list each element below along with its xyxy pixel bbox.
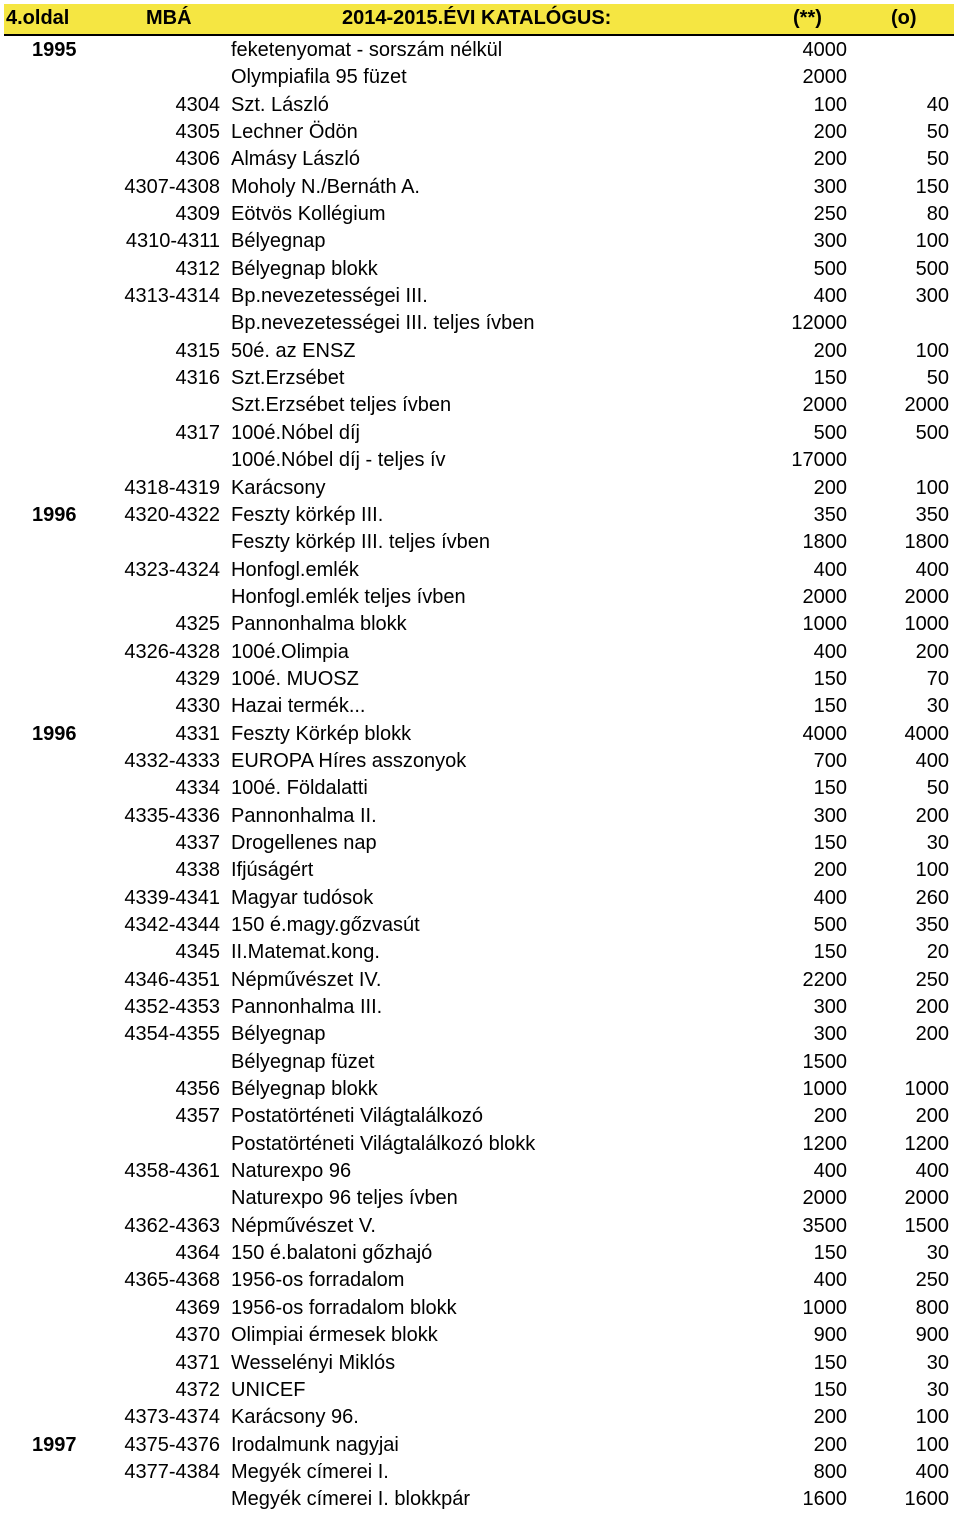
table-row [0, 747, 960, 774]
row-stamp-name: Wesselényi Miklós [231, 1351, 396, 1374]
row-mint-price: 250 [813, 203, 847, 226]
row-stamp-name: 1956-os forradalom [231, 1269, 405, 1292]
row-stamp-name: Honfogl.emlék teljes ívben [231, 585, 466, 608]
row-mint-price: 1500 [802, 1050, 847, 1073]
row-used-price: 50 [926, 148, 949, 171]
row-catalog-number: 4357 [175, 1105, 220, 1128]
row-used-price: 100 [915, 1406, 949, 1429]
table-row [0, 282, 960, 309]
row-stamp-name: feketenyomat - sorszám nélkül [231, 39, 503, 61]
table-row [0, 1130, 960, 1157]
row-stamp-name: Naturexpo 96 [231, 1160, 352, 1183]
row-stamp-name: UNICEF [231, 1378, 306, 1401]
table-row [0, 1020, 960, 1047]
row-year: 1997 [32, 1433, 77, 1456]
row-used-price: 4000 [904, 722, 949, 745]
table-row [0, 145, 960, 172]
row-used-price: 200 [915, 996, 949, 1019]
row-mint-price: 400 [813, 886, 847, 909]
table-row [0, 36, 960, 63]
row-stamp-name: Megyék címerei I. [231, 1460, 389, 1483]
table-row [0, 528, 960, 555]
row-mint-price: 300 [813, 1023, 847, 1046]
table-row [0, 856, 960, 883]
row-catalog-number: 4318-4319 [124, 476, 220, 499]
row-stamp-name: Lechner Ödön [231, 121, 358, 144]
row-stamp-name: Pannonhalma blokk [231, 613, 407, 636]
row-catalog-number: 4323-4324 [124, 558, 220, 581]
row-catalog-number: 4365-4368 [124, 1269, 220, 1292]
row-stamp-name: Bélyegnap [231, 230, 326, 253]
row-used-price: 30 [926, 1242, 949, 1265]
row-stamp-name: EUROPA Híres asszonyok [231, 749, 467, 772]
row-used-price: 400 [915, 1160, 949, 1183]
row-stamp-name: Pannonhalma III. [231, 996, 383, 1019]
row-year: 1996 [32, 503, 77, 526]
used-column-header: (o) [891, 7, 917, 29]
mint-column-header: (**) [793, 7, 822, 29]
row-mint-price: 900 [813, 1324, 847, 1347]
row-mint-price: 150 [813, 1351, 847, 1374]
table-row [0, 1212, 960, 1239]
row-used-price: 1800 [904, 531, 949, 554]
row-stamp-name: Karácsony 96. [231, 1406, 359, 1429]
row-used-price: 50 [926, 121, 949, 144]
row-mint-price: 150 [813, 667, 847, 690]
row-stamp-name: 150 é.balatoni gőzhajó [231, 1242, 433, 1265]
table-row [0, 364, 960, 391]
row-stamp-name: 100é.Nóbel díj [231, 421, 360, 444]
row-mint-price: 350 [813, 503, 847, 526]
row-stamp-name: 100é.Olimpia [231, 640, 349, 663]
row-stamp-name: 150 é.magy.gőzvasút [231, 914, 420, 936]
publisher-label: MBÁ [146, 7, 192, 29]
row-catalog-number: 4332-4333 [124, 749, 220, 772]
table-row [0, 720, 960, 747]
catalog-table [0, 36, 960, 1513]
row-stamp-name: Naturexpo 96 teljes ívben [231, 1187, 458, 1210]
row-catalog-number: 4313-4314 [124, 285, 220, 308]
row-catalog-number: 4310-4311 [125, 230, 220, 253]
row-mint-price: 150 [813, 1378, 847, 1401]
table-row [0, 1349, 960, 1376]
table-row [0, 610, 960, 637]
row-mint-price: 200 [813, 476, 847, 499]
row-stamp-name: Népművészet IV. [231, 968, 382, 991]
table-row [0, 419, 960, 446]
row-used-price: 500 [915, 421, 949, 444]
table-row [0, 966, 960, 993]
row-mint-price: 2000 [802, 585, 847, 608]
row-catalog-number: 4342-4344 [124, 914, 220, 936]
row-used-price: 200 [915, 804, 949, 827]
table-row [0, 1048, 960, 1075]
row-stamp-name: 1956-os forradalom blokk [231, 1296, 457, 1319]
row-catalog-number: 4375-4376 [124, 1433, 220, 1456]
table-row [0, 884, 960, 911]
row-stamp-name: Szt. László [231, 93, 329, 116]
row-stamp-name: Feszty körkép III. teljes ívben [231, 531, 490, 554]
row-stamp-name: Bélyegnap blokk [231, 257, 378, 280]
row-catalog-number: 4356 [175, 1078, 220, 1101]
row-year: 1995 [32, 39, 77, 61]
row-mint-price: 4000 [802, 39, 847, 61]
row-catalog-number: 4304 [175, 93, 220, 116]
row-mint-price: 700 [813, 749, 847, 772]
row-mint-price: 2000 [802, 66, 847, 89]
row-mint-price: 1000 [802, 1078, 847, 1101]
row-mint-price: 200 [813, 121, 847, 144]
table-row [0, 1403, 960, 1430]
row-used-price: 200 [915, 1023, 949, 1046]
table-row [0, 255, 960, 282]
table-row [0, 583, 960, 610]
row-stamp-name: Irodalmunk nagyjai [231, 1433, 399, 1456]
table-row [0, 118, 960, 145]
table-row [0, 993, 960, 1020]
table-row [0, 1102, 960, 1129]
row-stamp-name: Magyar tudósok [231, 886, 374, 909]
row-stamp-name: II.Matemat.kong. [231, 941, 380, 964]
row-used-price: 150 [915, 175, 949, 198]
row-mint-price: 300 [813, 996, 847, 1019]
row-used-price: 1500 [904, 1214, 949, 1237]
table-row [0, 391, 960, 418]
row-stamp-name: Feszty körkép III. [231, 503, 384, 526]
table-row [0, 501, 960, 528]
row-catalog-number: 4316 [175, 367, 220, 390]
row-used-price: 100 [915, 476, 949, 499]
row-catalog-number: 4352-4353 [124, 996, 220, 1019]
row-used-price: 200 [915, 1105, 949, 1128]
table-row [0, 1485, 960, 1512]
row-used-price: 250 [915, 968, 949, 991]
row-used-price: 30 [926, 1378, 949, 1401]
row-used-price: 1000 [904, 1078, 949, 1101]
row-mint-price: 200 [813, 1406, 847, 1429]
row-stamp-name: Megyék címerei I. blokkpár [231, 1488, 470, 1511]
table-row [0, 1431, 960, 1458]
row-catalog-number: 4362-4363 [124, 1214, 220, 1237]
row-stamp-name: Bp.nevezetességei III. teljes ívben [231, 312, 535, 335]
row-mint-price: 100 [813, 93, 847, 116]
row-catalog-number: 4346-4351 [124, 968, 220, 991]
table-row [0, 938, 960, 965]
table-row [0, 1294, 960, 1321]
row-mint-price: 400 [813, 1269, 847, 1292]
row-catalog-number: 4312 [175, 257, 220, 280]
row-mint-price: 200 [813, 339, 847, 362]
table-row [0, 1184, 960, 1211]
row-mint-price: 400 [813, 285, 847, 308]
row-catalog-number: 4345 [175, 941, 220, 964]
row-used-price: 40 [926, 93, 949, 116]
row-stamp-name: Pannonhalma II. [231, 804, 377, 827]
row-stamp-name: Moholy N./Bernáth A. [231, 175, 420, 198]
row-mint-price: 500 [813, 421, 847, 444]
row-catalog-number: 4354-4355 [124, 1023, 220, 1046]
row-used-price: 80 [926, 203, 949, 226]
row-stamp-name: 100é. MUOSZ [231, 667, 359, 690]
row-used-price: 50 [926, 777, 949, 800]
row-stamp-name: 100é. Földalatti [231, 777, 368, 800]
row-catalog-number: 4373-4374 [124, 1406, 220, 1429]
row-used-price: 300 [915, 285, 949, 308]
row-used-price: 30 [926, 695, 949, 718]
row-mint-price: 150 [813, 367, 847, 390]
row-mint-price: 150 [813, 1242, 847, 1265]
row-used-price: 20 [926, 941, 949, 964]
row-stamp-name: Bélyegnap füzet [231, 1050, 375, 1073]
table-row [0, 309, 960, 336]
row-used-price: 1200 [904, 1132, 949, 1155]
row-catalog-number: 4377-4384 [124, 1460, 220, 1483]
row-mint-price: 300 [813, 175, 847, 198]
catalog-title: 2014-2015.ÉVI KATALÓGUS: [342, 7, 612, 29]
row-stamp-name: Népművészet V. [231, 1214, 376, 1237]
row-stamp-name: 50é. az ENSZ [231, 339, 356, 362]
table-row [0, 774, 960, 801]
row-used-price: 1600 [904, 1488, 949, 1511]
row-mint-price: 3500 [802, 1214, 847, 1237]
table-row [0, 829, 960, 856]
row-catalog-number: 4306 [175, 148, 220, 171]
table-row [0, 911, 960, 938]
page-number: 4.oldal [6, 7, 70, 29]
table-row [0, 1075, 960, 1102]
table-row [0, 227, 960, 254]
row-catalog-number: 4372 [175, 1378, 220, 1401]
row-used-price: 2000 [904, 394, 949, 417]
row-mint-price: 200 [813, 148, 847, 171]
table-row [0, 665, 960, 692]
row-catalog-number: 4331 [175, 722, 220, 745]
row-stamp-name: Hazai termék... [231, 695, 366, 718]
row-catalog-number: 4339-4341 [124, 886, 220, 909]
row-used-price: 400 [915, 749, 949, 772]
table-row [0, 1266, 960, 1293]
table-row [0, 1458, 960, 1485]
row-mint-price: 17000 [791, 449, 847, 472]
row-catalog-number: 4309 [175, 203, 220, 226]
row-used-price: 2000 [904, 1187, 949, 1210]
row-mint-price: 1200 [802, 1132, 847, 1155]
row-mint-price: 400 [813, 1160, 847, 1183]
table-row [0, 638, 960, 665]
row-used-price: 800 [915, 1296, 949, 1319]
row-catalog-number: 4329 [175, 667, 220, 690]
table-row [0, 63, 960, 90]
table-row [0, 200, 960, 227]
row-used-price: 400 [915, 558, 949, 581]
table-row [0, 802, 960, 829]
row-stamp-name: 100é.Nóbel díj - teljes ív [231, 449, 446, 472]
row-mint-price: 2000 [802, 394, 847, 417]
row-stamp-name: Karácsony [231, 476, 326, 499]
row-stamp-name: Ifjúságért [231, 859, 314, 882]
row-used-price: 30 [926, 1351, 949, 1374]
table-row [0, 337, 960, 364]
row-catalog-number: 4370 [175, 1324, 220, 1347]
row-mint-price: 150 [813, 695, 847, 718]
row-catalog-number: 4338 [175, 859, 220, 882]
row-used-price: 70 [926, 667, 949, 690]
row-used-price: 2000 [904, 585, 949, 608]
row-mint-price: 500 [813, 257, 847, 280]
table-row [0, 556, 960, 583]
row-catalog-number: 4371 [175, 1351, 220, 1374]
row-stamp-name: Szt.Erzsébet [231, 367, 345, 390]
table-row [0, 446, 960, 473]
row-used-price: 100 [915, 1433, 949, 1456]
row-used-price: 250 [915, 1269, 949, 1292]
row-mint-price: 400 [813, 640, 847, 663]
table-row [0, 91, 960, 118]
table-row [0, 1376, 960, 1403]
row-catalog-number: 4334 [175, 777, 220, 800]
row-mint-price: 400 [813, 558, 847, 581]
row-used-price: 50 [926, 367, 949, 390]
row-used-price: 500 [915, 257, 949, 280]
table-row [0, 1157, 960, 1184]
row-stamp-name: Postatörténeti Világtalálkozó [231, 1105, 484, 1128]
row-year: 1996 [32, 722, 77, 745]
row-stamp-name: Bélyegnap blokk [231, 1078, 378, 1101]
table-row [0, 1239, 960, 1266]
row-catalog-number: 4305 [175, 121, 220, 144]
row-stamp-name: Bp.nevezetességei III. [231, 285, 428, 308]
row-used-price: 260 [915, 886, 949, 909]
table-row [0, 1321, 960, 1348]
row-mint-price: 1000 [802, 1296, 847, 1319]
row-stamp-name: Olimpiai érmesek blokk [231, 1324, 438, 1347]
row-used-price: 350 [915, 503, 949, 526]
row-stamp-name: Drogellenes nap [231, 831, 377, 854]
row-used-price: 30 [926, 831, 949, 854]
row-catalog-number: 4364 [175, 1242, 220, 1265]
row-catalog-number: 4337 [175, 831, 220, 854]
row-stamp-name: Postatörténeti Világtalálkozó blokk [231, 1132, 536, 1155]
row-stamp-name: Feszty Körkép blokk [231, 722, 412, 745]
row-mint-price: 1600 [802, 1488, 847, 1511]
row-mint-price: 200 [813, 1105, 847, 1128]
catalog-header [4, 4, 954, 34]
row-used-price: 100 [915, 859, 949, 882]
row-catalog-number: 4315 [175, 339, 220, 362]
row-used-price: 200 [915, 640, 949, 663]
row-mint-price: 200 [813, 859, 847, 882]
row-mint-price: 150 [813, 831, 847, 854]
row-mint-price: 800 [813, 1460, 847, 1483]
row-used-price: 1000 [904, 613, 949, 636]
row-stamp-name: Almásy László [231, 148, 360, 171]
row-mint-price: 1000 [802, 613, 847, 636]
row-mint-price: 500 [813, 914, 847, 936]
row-mint-price: 4000 [802, 722, 847, 745]
row-catalog-number: 4326-4328 [124, 640, 220, 663]
table-row [0, 173, 960, 200]
row-mint-price: 300 [813, 230, 847, 253]
row-mint-price: 2200 [802, 968, 847, 991]
row-mint-price: 1800 [802, 531, 847, 554]
row-stamp-name: Eötvös Kollégium [231, 203, 386, 226]
row-used-price: 350 [915, 914, 949, 936]
row-catalog-number: 4317 [175, 421, 220, 444]
row-stamp-name: Bélyegnap [231, 1023, 326, 1046]
row-mint-price: 150 [813, 941, 847, 964]
row-catalog-number: 4335-4336 [124, 804, 220, 827]
row-mint-price: 300 [813, 804, 847, 827]
row-catalog-number: 4320-4322 [124, 503, 220, 526]
row-mint-price: 2000 [802, 1187, 847, 1210]
row-catalog-number: 4369 [175, 1296, 220, 1319]
row-used-price: 100 [915, 230, 949, 253]
table-row [0, 692, 960, 719]
row-mint-price: 200 [813, 1433, 847, 1456]
row-used-price: 400 [915, 1460, 949, 1483]
row-stamp-name: Honfogl.emlék [231, 558, 359, 581]
row-stamp-name: Szt.Erzsébet teljes ívben [231, 394, 452, 417]
row-catalog-number: 4358-4361 [124, 1160, 220, 1183]
row-mint-price: 12000 [791, 312, 847, 335]
row-used-price: 100 [915, 339, 949, 362]
row-mint-price: 150 [813, 777, 847, 800]
table-row [0, 474, 960, 501]
row-catalog-number: 4330 [175, 695, 220, 718]
row-catalog-number: 4307-4308 [124, 175, 220, 198]
row-stamp-name: Olympiafila 95 füzet [231, 66, 407, 89]
row-catalog-number: 4325 [175, 613, 220, 636]
row-used-price: 900 [915, 1324, 949, 1347]
